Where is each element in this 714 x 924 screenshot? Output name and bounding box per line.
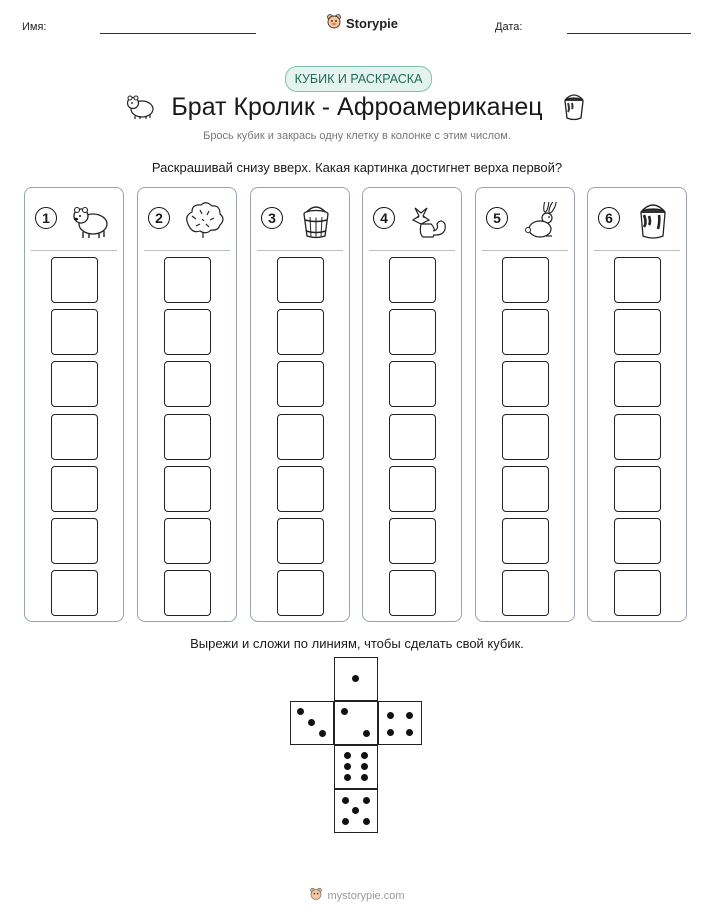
color-cell[interactable] xyxy=(277,518,324,564)
color-cell[interactable] xyxy=(502,518,549,564)
column-number: 3 xyxy=(261,207,283,229)
color-cell[interactable] xyxy=(51,518,98,564)
color-cell[interactable] xyxy=(502,414,549,460)
cut-instruction: Вырежи и сложи по линиям, чтобы сделать свой кубик. xyxy=(190,636,524,651)
color-cell[interactable] xyxy=(51,309,98,355)
color-cell[interactable] xyxy=(614,309,661,355)
dice-pip xyxy=(352,807,359,814)
dice-pip xyxy=(387,712,394,719)
storypie-mascot-icon xyxy=(326,13,342,34)
dice-pip xyxy=(361,752,368,759)
dice-pip xyxy=(361,763,368,770)
dice-face-2 xyxy=(334,701,378,745)
color-cell[interactable] xyxy=(164,361,211,407)
footer xyxy=(0,887,714,905)
column-2 xyxy=(137,187,237,622)
dice-pip xyxy=(406,729,413,736)
storypie-mascot-icon xyxy=(309,887,323,905)
name-line[interactable] xyxy=(100,33,256,34)
color-cell[interactable] xyxy=(389,309,436,355)
column-number: 4 xyxy=(373,207,395,229)
color-cell[interactable] xyxy=(389,570,436,616)
footer-url[interactable]: mystorypie.com xyxy=(327,890,405,902)
column-6 xyxy=(587,187,687,622)
column-divider xyxy=(482,250,568,251)
dice-pip xyxy=(363,818,370,825)
color-cell[interactable] xyxy=(277,361,324,407)
color-cell[interactable] xyxy=(51,257,98,303)
subtitle: Брось кубик и закрась одну клетку в колонке с этим числом. xyxy=(203,130,511,142)
column-number: 2 xyxy=(148,207,170,229)
dice-pip xyxy=(319,730,326,737)
column-divider xyxy=(257,250,343,251)
dice-face-3 xyxy=(290,701,334,745)
color-cell[interactable] xyxy=(51,570,98,616)
dice-pip xyxy=(387,729,394,736)
dice-pip xyxy=(363,730,370,737)
dice-pip xyxy=(363,797,370,804)
color-cell[interactable] xyxy=(164,257,211,303)
dice-pip xyxy=(341,708,348,715)
column-3 xyxy=(250,187,350,622)
dice-pip xyxy=(342,797,349,804)
color-cell[interactable] xyxy=(164,309,211,355)
dice-pip xyxy=(342,818,349,825)
color-cell[interactable] xyxy=(614,361,661,407)
color-cell[interactable] xyxy=(164,570,211,616)
color-cell[interactable] xyxy=(389,518,436,564)
color-cell[interactable] xyxy=(164,414,211,460)
column-4 xyxy=(362,187,462,622)
category-badge: КУБИК И РАСКРАСКА xyxy=(285,66,432,92)
color-cell[interactable] xyxy=(51,466,98,512)
color-cell[interactable] xyxy=(502,309,549,355)
color-cell[interactable] xyxy=(164,466,211,512)
column-number: 5 xyxy=(486,207,508,229)
bucket-icon xyxy=(295,202,337,240)
color-cell[interactable] xyxy=(502,570,549,616)
dice-pip xyxy=(297,708,304,715)
bush-icon xyxy=(182,202,224,240)
column-number: 6 xyxy=(598,207,620,229)
color-cell[interactable] xyxy=(277,570,324,616)
column-divider xyxy=(31,250,117,251)
brand-name: Storypie xyxy=(346,16,399,31)
dice-face-5 xyxy=(334,789,378,833)
dice-pip xyxy=(344,763,351,770)
bear-icon xyxy=(69,202,111,240)
color-cell[interactable] xyxy=(502,466,549,512)
date-label: Дата: xyxy=(495,21,523,33)
dice-pip xyxy=(406,712,413,719)
color-cell[interactable] xyxy=(389,414,436,460)
dice-face-4 xyxy=(378,701,422,745)
color-cell[interactable] xyxy=(277,466,324,512)
instruction: Раскрашивай снизу вверх. Какая картинка достигнет верха первой? xyxy=(151,160,563,175)
color-cell[interactable] xyxy=(277,414,324,460)
color-cell[interactable] xyxy=(502,257,549,303)
column-5 xyxy=(475,187,575,622)
dice-pip xyxy=(361,774,368,781)
column-divider xyxy=(144,250,230,251)
date-line[interactable] xyxy=(567,33,691,34)
dice-pip xyxy=(344,774,351,781)
color-cell[interactable] xyxy=(614,570,661,616)
fox-icon xyxy=(407,202,449,240)
color-cell[interactable] xyxy=(51,414,98,460)
color-cell[interactable] xyxy=(614,466,661,512)
dice-face-1 xyxy=(334,657,378,701)
color-cell[interactable] xyxy=(614,414,661,460)
dice-pip xyxy=(344,752,351,759)
color-cell[interactable] xyxy=(502,361,549,407)
dice-pip xyxy=(308,719,315,726)
color-cell[interactable] xyxy=(277,257,324,303)
page-title: Брат Кролик - Афроамериканец xyxy=(171,93,543,121)
dice-pip xyxy=(352,675,359,682)
brand-logo xyxy=(326,13,398,34)
color-cell[interactable] xyxy=(389,257,436,303)
color-cell[interactable] xyxy=(389,361,436,407)
color-cell[interactable] xyxy=(164,518,211,564)
name-label: Имя: xyxy=(22,21,47,33)
rabbit-icon xyxy=(520,202,562,240)
color-cell[interactable] xyxy=(389,466,436,512)
column-divider xyxy=(594,250,680,251)
color-cell[interactable] xyxy=(614,257,661,303)
color-cell[interactable] xyxy=(614,518,661,564)
column-number: 1 xyxy=(35,207,57,229)
title-tar-bucket-icon xyxy=(561,92,587,127)
column-divider xyxy=(369,250,455,251)
tar-bucket-icon xyxy=(632,202,674,240)
dice-face-6 xyxy=(334,745,378,789)
color-cell[interactable] xyxy=(51,361,98,407)
column-1 xyxy=(24,187,124,622)
color-cell[interactable] xyxy=(277,309,324,355)
